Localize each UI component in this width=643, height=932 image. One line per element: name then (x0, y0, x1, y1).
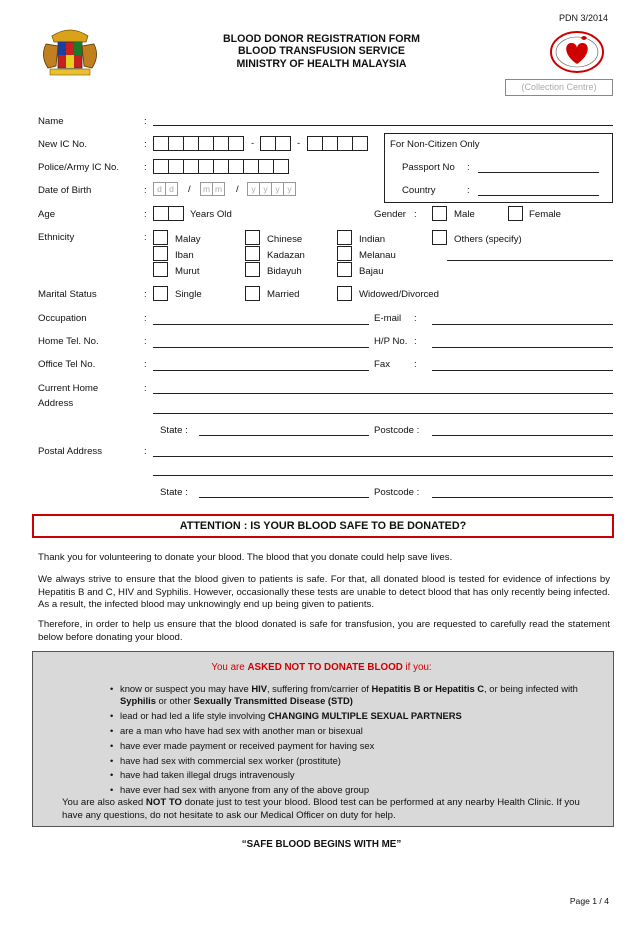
current-home-label: Current Home (38, 383, 99, 394)
ethnicity-melanau: Melanau (359, 250, 396, 261)
dob-slash: / (236, 184, 239, 195)
postal-postcode-field[interactable] (432, 497, 613, 498)
colon: : (414, 313, 417, 324)
male-checkbox[interactable] (432, 206, 447, 221)
female-label: Female (529, 209, 561, 220)
colon: : (144, 116, 147, 127)
footer-post: donate just to test your blood. Blood test can be performed at any nearby Health Clinic. If you have any questions, do not hesitate to ask our Medical Officer on duty for help. (62, 797, 580, 821)
state-label: State : (160, 425, 188, 436)
colon: : (414, 209, 417, 220)
ic-dash: - (251, 138, 255, 149)
non-citizen-title: For Non-Citizen Only (390, 139, 480, 150)
restriction-item: • know or suspect you may have HIV, suffering from/carrier of Hepatitis B or Hepatitis C, or being infected with Syphilis or other Sexually Transmitted Disease (STD) (108, 683, 578, 708)
years-old-label: Years Old (190, 209, 232, 220)
colon: : (144, 336, 147, 347)
hp-field[interactable] (432, 347, 613, 348)
male-label: Male (454, 209, 475, 220)
home-state-field[interactable] (199, 435, 369, 436)
others-specify-field[interactable] (447, 260, 613, 261)
marital-married: Married (267, 289, 300, 300)
colon: : (144, 139, 147, 150)
postal-address-label: Postal Address (38, 446, 102, 457)
gender-label: Gender (374, 209, 406, 220)
intro-paragraph: Thank you for volunteering to donate your blood. The blood that you donate could help save lives. (38, 552, 453, 563)
ethnicity-kadazan: Kadazan (267, 250, 305, 261)
office-tel-field[interactable] (153, 370, 369, 371)
new-ic-label: New IC No. (38, 139, 88, 150)
single-checkbox[interactable] (153, 286, 168, 301)
passport-label: Passport No (402, 162, 455, 173)
ethnicity-others: Others (specify) (454, 234, 522, 245)
postal-state-field[interactable] (199, 497, 369, 498)
postal-address-line2[interactable] (153, 475, 613, 476)
colon: : (144, 313, 147, 324)
instruction-paragraph: Therefore, in order to help us ensure that the blood donated is safe for transfusion, you are requested to carefully read the statement below before donating your blood. (38, 619, 610, 643)
heading-bold: ASKED NOT TO DONATE BLOOD (247, 662, 403, 673)
ethnicity-iban: Iban (175, 250, 194, 261)
postal-address-line1[interactable] (153, 456, 613, 457)
police-ic-field[interactable] (153, 159, 288, 174)
colon: : (467, 162, 470, 173)
dob-label: Date of Birth (38, 185, 92, 196)
ethnicity-indian: Indian (359, 234, 386, 245)
restrictions-list (108, 683, 578, 799)
ethnicity-murut: Murut (175, 266, 200, 277)
dob-placeholder: d (165, 182, 178, 196)
dob-year-field[interactable] (247, 182, 295, 196)
safety-paragraph: We always strive to ensure that the blood given to patients is safe. For that, all donated blood is tested for evidence of infections by Hepatitis B and C, HIV and Syphilis. However, occasionally these tests are unable to detect blood that has only recently being infected. As a result, the infected blood may unknowingly end up being given to patients. (38, 574, 610, 610)
footer-bold: NOT TO (145, 797, 182, 808)
ethnicity-label: Ethnicity (38, 232, 75, 243)
melanau-checkbox[interactable] (337, 246, 352, 261)
marital-widowed: Widowed/Divorced (359, 289, 439, 300)
murut-checkbox[interactable] (153, 262, 168, 277)
malay-checkbox[interactable] (153, 230, 168, 245)
home-tel-label: Home Tel. No. (38, 336, 99, 347)
colon: : (414, 359, 417, 370)
dob-placeholder: y (271, 182, 284, 196)
dob-placeholder: m (200, 182, 213, 196)
dob-placeholder: y (283, 182, 296, 196)
postcode-label: Postcode : (374, 425, 420, 436)
age-field[interactable] (153, 206, 183, 221)
married-checkbox[interactable] (245, 286, 260, 301)
hp-label: H/P No. (374, 336, 408, 347)
chinese-checkbox[interactable] (245, 230, 260, 245)
dob-slash: / (188, 184, 191, 195)
colon: : (414, 336, 417, 347)
page-number: Page 1 / 4 (569, 896, 609, 906)
name-label: Name (38, 116, 64, 127)
marital-status-label: Marital Status (38, 289, 97, 300)
title-line-3: MINISTRY OF HEALTH MALAYSIA (236, 58, 407, 70)
restriction-item: • have ever made payment or received payment for having sex (108, 740, 578, 752)
attention-title: ATTENTION : IS YOUR BLOOD SAFE TO BE DONATED? (179, 520, 467, 532)
restrictions-heading (0, 662, 643, 673)
bajau-checkbox[interactable] (337, 262, 352, 277)
colon: : (467, 185, 470, 196)
widowed-checkbox[interactable] (337, 286, 352, 301)
colon: : (144, 383, 147, 394)
colon: : (144, 162, 147, 173)
marital-single: Single (175, 289, 202, 300)
blood-donation-emblem-icon (548, 30, 606, 74)
fax-label: Fax (374, 359, 390, 370)
email-field[interactable] (432, 324, 613, 325)
ethnicity-bidayuh: Bidayuh (267, 266, 302, 277)
dob-placeholder: y (259, 182, 272, 196)
name-field[interactable] (153, 125, 613, 126)
new-ic-part3-field[interactable] (307, 136, 367, 151)
home-address-line2[interactable] (153, 413, 613, 414)
state-label: State : (160, 487, 188, 498)
form-code: PDN 3/2014 (558, 13, 608, 23)
restriction-item: • are a man who have had sex with another man or bisexual (108, 725, 578, 737)
colon: : (144, 232, 147, 243)
passport-field[interactable] (478, 172, 599, 173)
restriction-item: • lead or had led a life style involving CHANGING MULTIPLE SEXUAL PARTNERS (108, 710, 578, 722)
new-ic-part1-field[interactable] (153, 136, 243, 151)
restriction-item: • have had taken illegal drugs intravenously (108, 769, 578, 781)
slogan: “SAFE BLOOD BEGINS WITH ME” (241, 839, 402, 850)
age-label: Age (38, 209, 56, 220)
heading-post: if you: (402, 662, 432, 673)
colon: : (144, 446, 147, 457)
dob-placeholder: y (247, 182, 260, 196)
collection-centre-placeholder: (Collection Centre) (521, 82, 597, 92)
restrictions-footer (62, 797, 582, 822)
ic-dash: - (297, 138, 301, 149)
iban-checkbox[interactable] (153, 246, 168, 261)
home-postcode-field[interactable] (432, 435, 613, 436)
title-line-2: BLOOD TRANSFUSION SERVICE (238, 45, 405, 57)
kadazan-checkbox[interactable] (245, 246, 260, 261)
email-label: E-mail (374, 313, 402, 324)
home-address-line1[interactable] (153, 393, 613, 394)
collection-centre-box[interactable] (505, 79, 613, 96)
new-ic-part2-field[interactable] (260, 136, 290, 151)
country-field[interactable] (478, 195, 599, 196)
address-label: Address (38, 398, 74, 409)
colon: : (144, 209, 147, 220)
dob-day-field[interactable] (153, 182, 177, 196)
country-label: Country (402, 185, 436, 196)
colon: : (144, 289, 147, 300)
postcode-label: Postcode : (374, 487, 420, 498)
dob-month-field[interactable] (200, 182, 224, 196)
bidayuh-checkbox[interactable] (245, 262, 260, 277)
colon: : (144, 185, 147, 196)
occupation-field[interactable] (153, 324, 369, 325)
heading-pre: You are (211, 662, 248, 673)
dob-placeholder: m (212, 182, 225, 196)
ethnicity-malay: Malay (175, 234, 201, 245)
restriction-item: • have had sex with commercial sex worker (prostitute) (108, 755, 578, 767)
attention-banner (32, 514, 614, 538)
occupation-label: Occupation (38, 313, 87, 324)
female-checkbox[interactable] (508, 206, 523, 221)
ethnicity-chinese: Chinese (267, 234, 303, 245)
restriction-item: • have ever had sex with anyone from any of the above group (108, 784, 578, 796)
fax-field[interactable] (432, 370, 613, 371)
police-ic-label: Police/Army IC No. (38, 162, 120, 173)
others-checkbox[interactable] (432, 230, 447, 245)
office-tel-label: Office Tel No. (38, 359, 96, 370)
dob-placeholder: d (153, 182, 166, 196)
home-tel-field[interactable] (153, 347, 369, 348)
colon: : (144, 359, 147, 370)
title-line-1: BLOOD DONOR REGISTRATION FORM (223, 33, 420, 45)
indian-checkbox[interactable] (337, 230, 352, 245)
footer-pre: You are also asked (62, 797, 146, 808)
ethnicity-bajau: Bajau (359, 266, 384, 277)
